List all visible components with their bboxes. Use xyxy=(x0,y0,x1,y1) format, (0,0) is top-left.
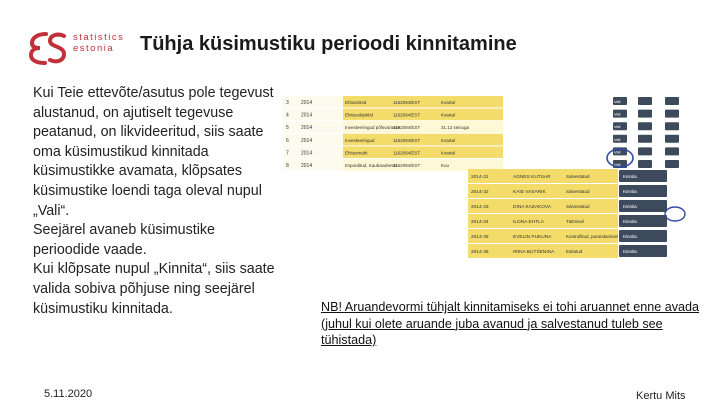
top-row-num: 6 xyxy=(286,137,289,144)
vali-button-label[interactable]: Vali xyxy=(614,162,621,167)
vali-button-label[interactable]: Vali xyxy=(614,111,621,117)
top-row-action-button[interactable] xyxy=(638,160,652,168)
period-row-person: IRINA BUTŠENINA xyxy=(513,250,555,255)
top-row-action-button[interactable] xyxy=(665,135,679,143)
period-row-period: 2014-33 xyxy=(471,205,489,210)
top-row-code: 1162094/EST xyxy=(393,163,421,168)
top-row-code: 1162094/EST xyxy=(393,150,421,156)
vali-button-label[interactable]: Vali xyxy=(614,149,621,155)
logo-line-1: statistics xyxy=(73,32,125,43)
top-row-period: Kvartal xyxy=(441,100,456,105)
top-row-name: Ehitusmaht xyxy=(345,150,368,156)
top-row-period: 31.12 seisuga xyxy=(441,125,470,131)
top-row-highlight xyxy=(343,96,503,108)
questionnaire-list-screenshot xyxy=(283,95,688,260)
top-row-period: Kuu xyxy=(441,163,450,168)
embedded-screenshot xyxy=(283,95,688,260)
instruction-paragraph-1: Kui Teie ettevõte/asutus pole tegevust alustanud, on ajutiselt tegevuse peatanud, on likvideeritud, siis saate oma küsimustikud kinnitada küsimustikke avamata, klõpsates küsimustike loendi taga oleval nupul „Vali“. xyxy=(33,85,274,219)
logo xyxy=(28,28,138,64)
top-row-num: 4 xyxy=(286,112,289,119)
period-row-period: 2014-32 xyxy=(471,190,489,195)
top-row-year: 2014 xyxy=(301,163,313,169)
top-row-code: 1162094/EST xyxy=(393,125,421,131)
period-row-status: Salvestatud xyxy=(566,174,590,179)
instruction-text xyxy=(33,84,278,319)
kinnita-button-label[interactable]: Kinnita xyxy=(623,189,637,194)
kinnita-button-label[interactable]: Kinnita xyxy=(623,174,637,179)
top-row-action-button[interactable] xyxy=(665,97,679,105)
vali-button-label[interactable]: Vali xyxy=(614,99,621,104)
top-row-action-button[interactable] xyxy=(665,147,679,155)
kinnita-button-label[interactable]: Kinnita xyxy=(623,234,637,239)
period-row-status: Täitmisel xyxy=(566,219,585,224)
top-row-period: Kvartal xyxy=(441,112,456,118)
kinnita-button-label[interactable]: Kinnita xyxy=(623,219,637,224)
period-row-status: Salvestatud xyxy=(566,189,590,194)
period-row-person: EVELIN PUKUNA xyxy=(513,235,552,240)
top-row-action-button[interactable] xyxy=(665,122,679,130)
top-row-name: Investeeringud põhivarasse xyxy=(345,125,401,131)
top-row-code: 1162094/EST xyxy=(393,137,421,143)
warning-note: NB! Aruandevormi tühjalt kinnitamiseks ei tohi aruannet enne avada (juhul kui olete aruande juba avanud ja salvestanud tuleb see tühistada) xyxy=(321,300,700,348)
footer-date: 5.11.2020 xyxy=(44,388,93,400)
kinnita-button-label[interactable]: Kinnita xyxy=(623,249,637,254)
period-row-person: DINA KAZAKOVA xyxy=(513,205,552,210)
period-row-period: 2014-35 xyxy=(471,235,489,240)
top-row-action-button[interactable] xyxy=(638,147,652,155)
top-row-action-button[interactable] xyxy=(638,135,652,143)
top-row-action-button[interactable] xyxy=(665,110,679,118)
period-row-status: Esitatud xyxy=(566,249,583,254)
top-row-period: Kvartal xyxy=(441,137,456,143)
period-row-period: 2014-36 xyxy=(471,250,489,255)
top-row-code: 1162094/EST xyxy=(393,112,421,118)
top-row-period: Kvartal xyxy=(441,150,456,156)
top-row-action-button[interactable] xyxy=(665,160,679,168)
top-row-code: 1162094/EST xyxy=(393,100,421,105)
period-row-person: KAIE VASARIK xyxy=(513,190,546,195)
top-row-action-button[interactable] xyxy=(638,97,652,105)
top-row-name: Imporditud, Kaubavahetus xyxy=(345,163,398,168)
top-row-num: 5 xyxy=(286,125,289,132)
logo-wordmark xyxy=(73,32,124,54)
period-row-person: AGNES KUTSAR xyxy=(513,175,551,180)
period-row-person: ILONA EHTLA xyxy=(513,220,544,225)
top-row-name: Investeeringud xyxy=(345,137,375,143)
period-row-period: 2014-34 xyxy=(471,220,489,225)
top-row-action-button[interactable] xyxy=(638,110,652,118)
vali-button-label[interactable]: Vali xyxy=(614,124,621,130)
top-row-year: 2014 xyxy=(301,125,313,132)
top-row-num: 3 xyxy=(286,100,289,106)
top-row-year: 2014 xyxy=(301,137,313,144)
page-title: Tühja küsimustiku perioodi kinnitamine xyxy=(140,33,517,55)
period-row-period: 2014-31 xyxy=(471,175,489,180)
statistics-estonia-logo-icon xyxy=(28,30,68,66)
logo-line-2: estonia xyxy=(73,43,115,54)
top-row-year: 2014 xyxy=(301,100,313,106)
top-row-name: Ehitustööd xyxy=(345,100,367,105)
period-row-status: Kontrollitud, parandamisel xyxy=(566,234,619,239)
period-row-status: Salvestatud xyxy=(566,204,590,209)
footer-author: Kertu Mits xyxy=(636,390,686,402)
top-row-year: 2014 xyxy=(301,112,313,119)
kinnita-button-label[interactable]: Kinnita xyxy=(623,204,637,209)
top-row-num: 8 xyxy=(286,163,289,169)
top-row-name: Ehitusobjektid xyxy=(345,112,374,118)
top-row-year: 2014 xyxy=(301,150,313,157)
highlight-circle-small xyxy=(665,207,685,221)
top-row-num: 7 xyxy=(286,150,289,157)
top-row-action-button[interactable] xyxy=(638,122,652,130)
vali-button-label[interactable]: Vali xyxy=(614,136,621,142)
instruction-paragraph-3: Kui klõpsate nupul „Kinnita“, siis saate valida sobiva põhjuse ning seejärel küsimustiku kinnitada. xyxy=(33,261,275,317)
instruction-paragraph-2: Seejärel avaneb küsimustike perioodide vaade. xyxy=(33,222,215,258)
